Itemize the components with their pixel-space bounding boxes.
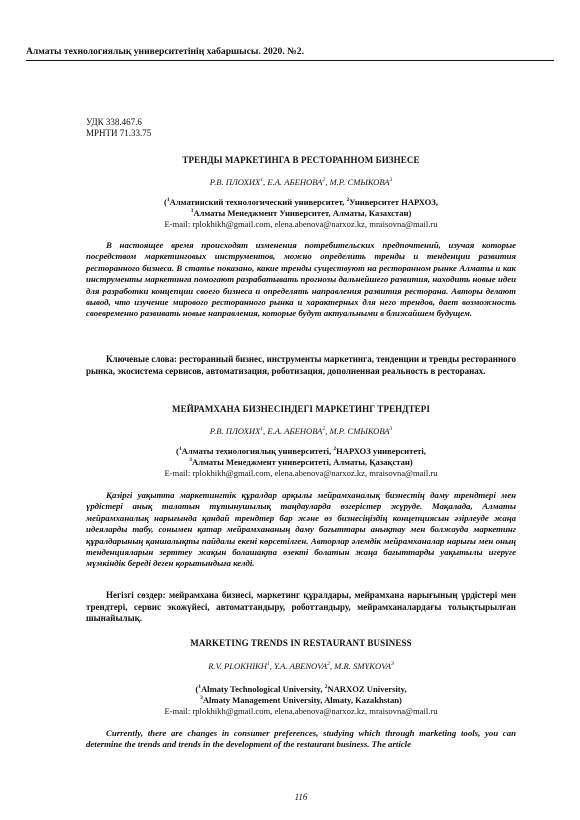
article-title-kz: МЕЙРАМХАНА БИЗНЕСІНДЕГІ МАРКЕТИНГ ТРЕНДТЕРІ xyxy=(172,404,430,414)
author-2: Е.А. АБЕНОВА xyxy=(267,426,323,436)
article-title-ru: ТРЕНДЫ МАРКЕТИНГА В РЕСТОРАННОМ БИЗНЕСЕ xyxy=(182,155,420,165)
mrnti-code: МРНТИ 71.33.75 xyxy=(86,128,152,138)
article-title-en: MARKETING TRENDS IN RESTAURANT BUSINESS xyxy=(190,638,412,648)
affiliation-2: NARXOZ University, xyxy=(327,684,407,694)
abstract-en: Currently, there are changes in consumer preferences, studying which through marketing tools, you can determine the trends and trends in the development of the restaurant business. The article xyxy=(86,728,516,750)
affiliations-en: ($^1$Almaty Technological University, $^2$NARXOZ University, $^3$Almaty Management University, Almaty, Kazakhstan) E-mail: rplokhikh@gmail.com, elena.abenova@narxoz.kz, mraisovna@mail.ru xyxy=(86,684,516,717)
author-3: М.Р. СМЫКОВА xyxy=(329,177,390,187)
udk-code: УДК 338.467.6 xyxy=(86,117,142,127)
author-2: Е.А. АБЕНОВА xyxy=(267,177,323,187)
email-line: E-mail: rplokhikh@gmail.com, elena.abenova@narxoz.kz, mraisovna@mail.ru xyxy=(164,468,438,478)
affiliation-2: Университет НАРХОЗ, xyxy=(349,197,438,207)
author-2: Y.A. ABENOVA xyxy=(274,661,328,671)
classification-codes xyxy=(86,117,516,139)
author-1: Р.В. ПЛОХИХ xyxy=(209,426,261,436)
journal-running-header: Алматы технологиялық университетінің хабаршысы. 2020. №2. xyxy=(26,46,554,61)
authors-en: R.V. PLOKHIKH$^1$, Y.A. ABENOVA$^2$, M.R. SMYKOVA$^3$ xyxy=(208,661,394,671)
affiliation-3: Almaty Management University, Almaty, Kazakhstan) xyxy=(202,695,402,705)
affiliation-1: Almaty Technological University, xyxy=(200,684,323,694)
authors-ru: Р.В. ПЛОХИХ$^1$, Е.А. АБЕНОВА$^2$, М.Р. СМЫКОВА$^3$ xyxy=(209,177,393,187)
page-number: 116 xyxy=(294,792,308,802)
abstract-kz: Қазіргі уақытта маркетингтік құралдар арқылы мейрамханалық бизнестің даму трендтері мен үрдістері анық талатын тұтынушылық таңдауларда өзгерістер жүруде. Мақалада, Алматы мейрамханалық нарығында қандай трендтер бар және өз бизнесіңіздің концепциясын әзірлеуде жаңа идеяларды табу, сонымен қатар мейрамхананың даму бағыттары анықтау мен болжауда маркетинг құралдарының қаншалықты пайдалы екені көрсетілген. Авторлар әлемдік мейрамханалар нарығы мен оның тенденцияларын зерттеу жақын болашақта өзекті болатын жаңа бағыттарды уақытылы игеруге мүмкіндік береді деген қорытындыға келді. xyxy=(86,490,516,569)
authors-kz: Р.В. ПЛОХИХ$^1$, Е.А. АБЕНОВА$^2$, М.Р. СМЫКОВА$^3$ xyxy=(209,426,393,436)
keywords-ru: Ключевые слова: ресторанный бизнес, инструменты маркетинга, тенденции и тренды ресторанного рынка, экосистема сервисов, автоматизация, роботизация, дополненная реальность в ресторанах. xyxy=(86,354,516,376)
email-line: E-mail: rplokhikh@gmail.com, elena.abenova@narxoz.kz, mraisovna@mail.ru xyxy=(164,706,438,716)
affiliations-kz: ($^1$Алматы технологиялық университеті, $^2$НАРХОЗ университеті, $^3$Алматы Менеджмент университеті, Алматы, Қазақстан) E-mail: rplokhikh@gmail.com, elena.abenova@narxoz.kz, mraisovna@mail.ru xyxy=(86,446,516,479)
affiliation-1: Алматинский технологический университет, xyxy=(169,197,345,207)
affiliation-2: НАРХОЗ университеті, xyxy=(336,446,426,456)
affiliations-ru: ($^1$Алматинский технологический университет, $^2$Университет НАРХОЗ, $^3$Алматы Менеджмент Университет, Алматы, Казахстан) E-mail: rplokhikh@gmail.com, elena.abenova@narxoz.kz, mraisovna@mail.ru xyxy=(86,197,516,230)
affiliation-3: Алматы Менеджмент университеті, Алматы, Қазақстан) xyxy=(191,457,413,467)
author-3: M.R. SMYKOVA xyxy=(334,661,392,671)
affiliation-3: Алматы Менеджмент Университет, Алматы, Казахстан) xyxy=(193,208,412,218)
author-1: Р.В. ПЛОХИХ xyxy=(209,177,261,187)
author-3: М.Р. СМЫКОВА xyxy=(329,426,390,436)
keywords-kz: Негізгі сөздер: мейрамхана бизнесі, маркетинг құралдары, мейрамхана нарығының үрдістері мен трендтері, сервис экожүйесі, автоматтандыру, роботтандыру, мейрамханалардағы толықтырылған шынайылық. xyxy=(86,590,516,623)
email-line: E-mail: rplokhikh@gmail.com, elena.abenova@narxoz.kz, mraisovna@mail.ru xyxy=(164,219,438,229)
abstract-ru: В настоящее время происходят изменения потребительских предпочтений, изучая которые посредством маркетинговых инструментов, можно определить тренды и тенденции развития ресторанного бизнеса. В статье показано, какие тренды существуют на ресторанном рынке Алматы и как инструменты маркетинга помогают разрабатывать прогнозы дальнейшего развития, находить новые идеи для разработки концепции своего бизнеса и определять направления развития ресторана. Авторы делают вывод, что изучение мирового ресторанного рынка и характерных для него трендов, дает возможность своевременно развивать новые направления, которые будут актуальными в ближайшем будущем. xyxy=(86,240,516,319)
author-1: R.V. PLOKHIKH xyxy=(208,661,267,671)
affiliation-1: Алматы технологиялық университеті, xyxy=(181,446,332,456)
